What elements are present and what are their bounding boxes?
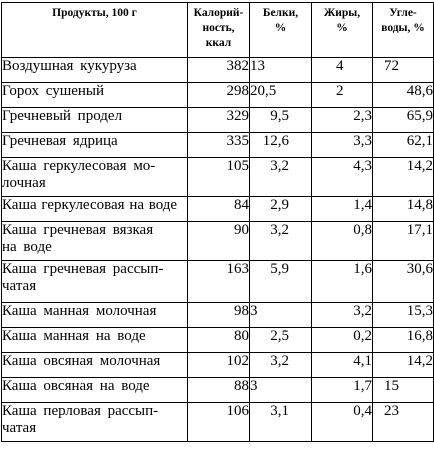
carbs-cell: 14,2: [373, 158, 434, 197]
table-header: [2, 3, 434, 58]
fat-cell: 1,6: [312, 261, 373, 303]
calories-cell: 298: [188, 83, 250, 108]
product-name: Каша манная на воде: [2, 328, 188, 353]
carbs-cell: 65,9: [373, 108, 434, 133]
table-row: [2, 222, 434, 261]
table-row: [2, 328, 434, 353]
product-name: Каша манная молочная: [2, 303, 188, 328]
table-row: [2, 403, 434, 442]
table-row: [2, 158, 434, 197]
calories-cell: 102: [188, 353, 250, 378]
calories-cell: 90: [188, 222, 250, 261]
protein-cell: 3,2: [250, 158, 312, 197]
table-row: [2, 133, 434, 158]
header-product: Продукты, 100 г: [2, 3, 188, 58]
fat-cell: 2: [312, 83, 373, 108]
fat-cell: 0,2: [312, 328, 373, 353]
fat-cell: 3,2: [312, 303, 373, 328]
header-calories: Калорий- ность, ккал: [188, 3, 250, 58]
table-row: [2, 303, 434, 328]
calories-cell: 329: [188, 108, 250, 133]
header-protein: Белки, %: [250, 3, 312, 58]
table-body: [2, 58, 434, 442]
fat-cell: 0,8: [312, 222, 373, 261]
protein-cell: 5,9: [250, 261, 312, 303]
header-carbs: Угле- воды, %: [373, 3, 434, 58]
fat-cell: 1,4: [312, 197, 373, 222]
fat-cell: 3,3: [312, 133, 373, 158]
calories-cell: 105: [188, 158, 250, 197]
product-name: Каша перловая рассып- чатая: [2, 403, 188, 442]
fat-cell: 4,1: [312, 353, 373, 378]
product-name: Воздушная кукуруза: [2, 58, 188, 83]
table-row: [2, 197, 434, 222]
calories-cell: 88: [188, 378, 250, 403]
calories-cell: 80: [188, 328, 250, 353]
header-row: [2, 3, 434, 58]
carbs-cell: 14,8: [373, 197, 434, 222]
protein-cell: 2,5: [250, 328, 312, 353]
table-row: [2, 108, 434, 133]
product-name: Каша гречневая вязкая на воде: [2, 222, 188, 261]
calories-cell: 163: [188, 261, 250, 303]
product-name: Каша овсяная молочная: [2, 353, 188, 378]
protein-cell: 9,5: [250, 108, 312, 133]
header-fat: Жиры, %: [312, 3, 373, 58]
product-name: Горох сушеный: [2, 83, 188, 108]
carbs-cell: 23: [373, 403, 434, 442]
protein-cell: 12,6: [250, 133, 312, 158]
product-name: Гречневый продел: [2, 108, 188, 133]
table-row: [2, 83, 434, 108]
product-name: Каша овсяная на воде: [2, 378, 188, 403]
protein-cell: 13: [250, 58, 312, 83]
calories-cell: 84: [188, 197, 250, 222]
carbs-cell: 14,2: [373, 353, 434, 378]
fat-cell: 2,3: [312, 108, 373, 133]
table-row: [2, 353, 434, 378]
protein-cell: 3: [250, 378, 312, 403]
fat-cell: 4: [312, 58, 373, 83]
carbs-cell: 16,8: [373, 328, 434, 353]
product-name: Каша геркулесовая на воде: [2, 197, 188, 222]
product-name: Гречневая ядрица: [2, 133, 188, 158]
product-name: Каша геркулесовая мо- лочная: [2, 158, 188, 197]
carbs-cell: 15: [373, 378, 434, 403]
carbs-cell: 62,1: [373, 133, 434, 158]
table-row: [2, 58, 434, 83]
table-row: [2, 261, 434, 303]
calories-cell: 382: [188, 58, 250, 83]
carbs-cell: 48,6: [373, 83, 434, 108]
protein-cell: 3,2: [250, 353, 312, 378]
calories-cell: 98: [188, 303, 250, 328]
calories-cell: 106: [188, 403, 250, 442]
fat-cell: 0,4: [312, 403, 373, 442]
table-row: [2, 378, 434, 403]
protein-cell: 2,9: [250, 197, 312, 222]
protein-cell: 3,2: [250, 222, 312, 261]
carbs-cell: 72: [373, 58, 434, 83]
carbs-cell: 17,1: [373, 222, 434, 261]
protein-cell: 20,5: [250, 83, 312, 108]
protein-cell: 3: [250, 303, 312, 328]
carbs-cell: 15,3: [373, 303, 434, 328]
product-name: Каша гречневая рассып- чатая: [2, 261, 188, 303]
fat-cell: 4,3: [312, 158, 373, 197]
protein-cell: 3,1: [250, 403, 312, 442]
nutrition-table: [1, 2, 434, 442]
fat-cell: 1,7: [312, 378, 373, 403]
calories-cell: 335: [188, 133, 250, 158]
carbs-cell: 30,6: [373, 261, 434, 303]
